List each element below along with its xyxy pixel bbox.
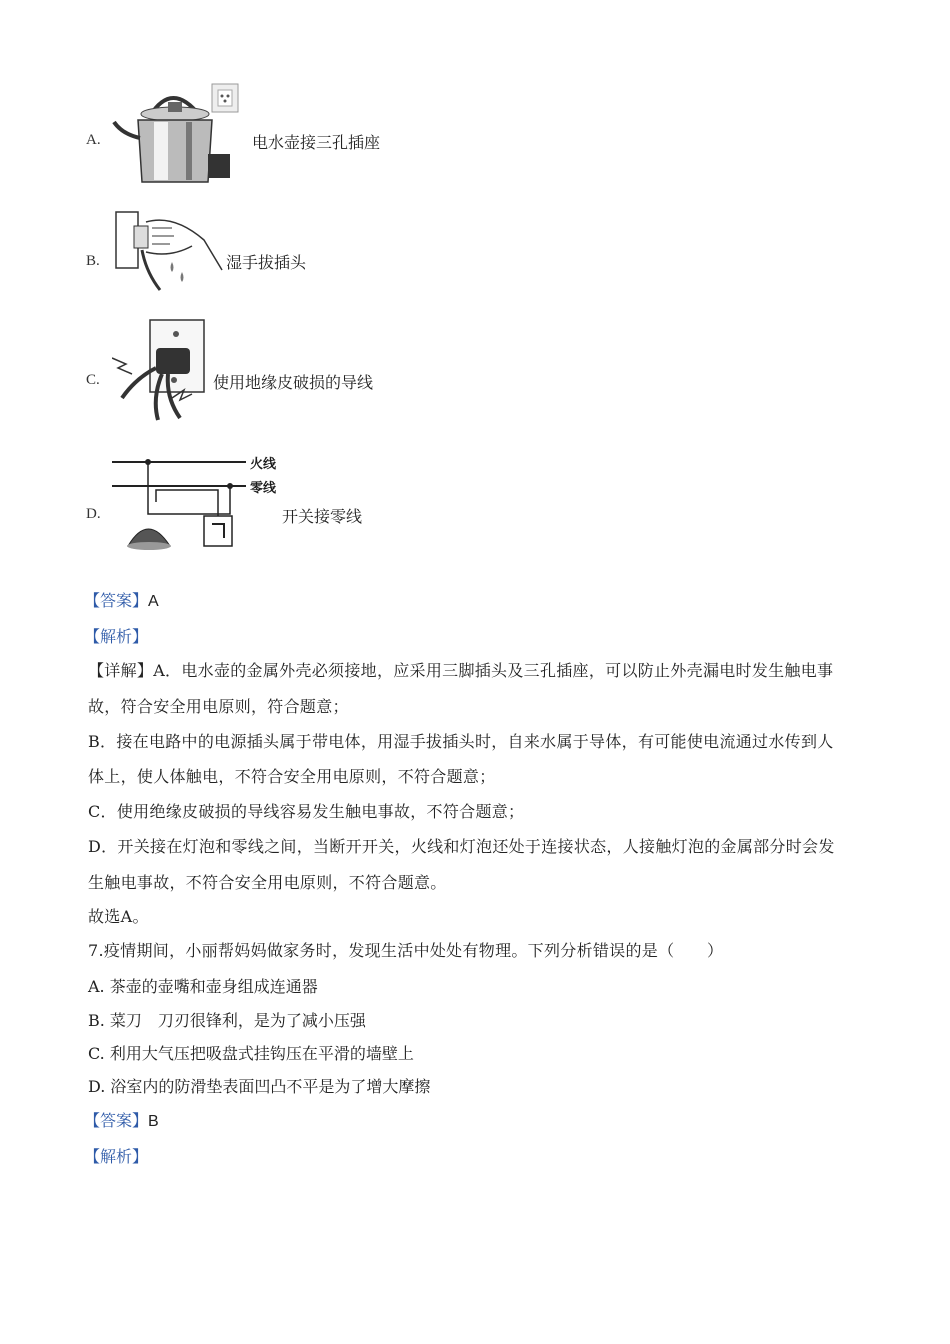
answer-2 — [84, 1108, 159, 1131]
question-7-choice-d: D. 浴室内的防滑垫表面凹凸不平是为了增大摩擦 — [88, 1077, 431, 1096]
question-7-stem: 7.疫情期间，小丽帮妈妈做家务时，发现生活中处处有物理。下列分析错误的是（ ） — [88, 941, 724, 960]
option-d-letter: D. — [86, 506, 101, 522]
analysis-1-label: 【解析】 — [84, 627, 149, 646]
option-b-desc: 湿手拔插头 — [226, 253, 307, 272]
explanation-line: 体上，使人体触电，不符合安全用电原则，不符合题意； — [88, 767, 496, 786]
explanation-line: 【详解】A．电水壶的金属外壳必须接地，应采用三脚插头及三孔插座，可以防止外壳漏电时发生触电事 — [88, 661, 834, 680]
question-7-choice-b: B. 菜刀 刀刃很锋利，是为了减小压强 — [88, 1011, 366, 1030]
option-c-letter: C. — [86, 372, 100, 388]
kettle-socket-illustration — [112, 82, 242, 190]
option-b-letter: B. — [86, 253, 100, 269]
option-a-desc: 电水壶接三孔插座 — [252, 133, 381, 152]
answer-1-label: 【答案】 — [84, 591, 149, 610]
option-a-letter: A. — [86, 132, 101, 148]
answer-1 — [84, 588, 159, 611]
question-7-choice-a: A. 茶壶的壶嘴和壶身组成连通器 — [88, 977, 318, 996]
explanation-line: 故，符合安全用电原则，符合题意； — [88, 697, 349, 716]
option-d-desc: 开关接零线 — [282, 507, 363, 526]
analysis-2-label: 【解析】 — [84, 1147, 149, 1166]
explanation-line: C．使用绝缘皮破损的导线容易发生触电事故，不符合题意； — [88, 802, 525, 821]
live-wire-label: 火线 — [250, 457, 277, 472]
damaged-wire-illustration — [112, 318, 208, 422]
explanation-line: 生触电事故，不符合安全用电原则，不符合题意。 — [88, 873, 447, 892]
explanation-line: 故选A。 — [88, 907, 149, 926]
wet-hand-plug-illustration — [112, 210, 224, 294]
switch-wiring-diagram — [108, 450, 288, 560]
option-c-desc: 使用地缘皮破损的导线 — [213, 373, 374, 392]
answer-1-value: A — [148, 593, 159, 610]
question-7-choice-c: C. 利用大气压把吸盘式挂钩压在平滑的墙壁上 — [88, 1044, 414, 1063]
explanation-line: D．开关接在灯泡和零线之间，当断开开关，火线和灯泡还处于连接状态，人接触灯泡的金属部分时会发 — [88, 837, 835, 856]
answer-2-value: B — [148, 1113, 159, 1130]
neutral-wire-label: 零线 — [250, 481, 277, 496]
answer-2-label: 【答案】 — [84, 1111, 149, 1130]
explanation-line: B．接在电路中的电源插头属于带电体，用湿手拔插头时，自来水属于导体，有可能使电流通过水传到人 — [88, 732, 834, 751]
